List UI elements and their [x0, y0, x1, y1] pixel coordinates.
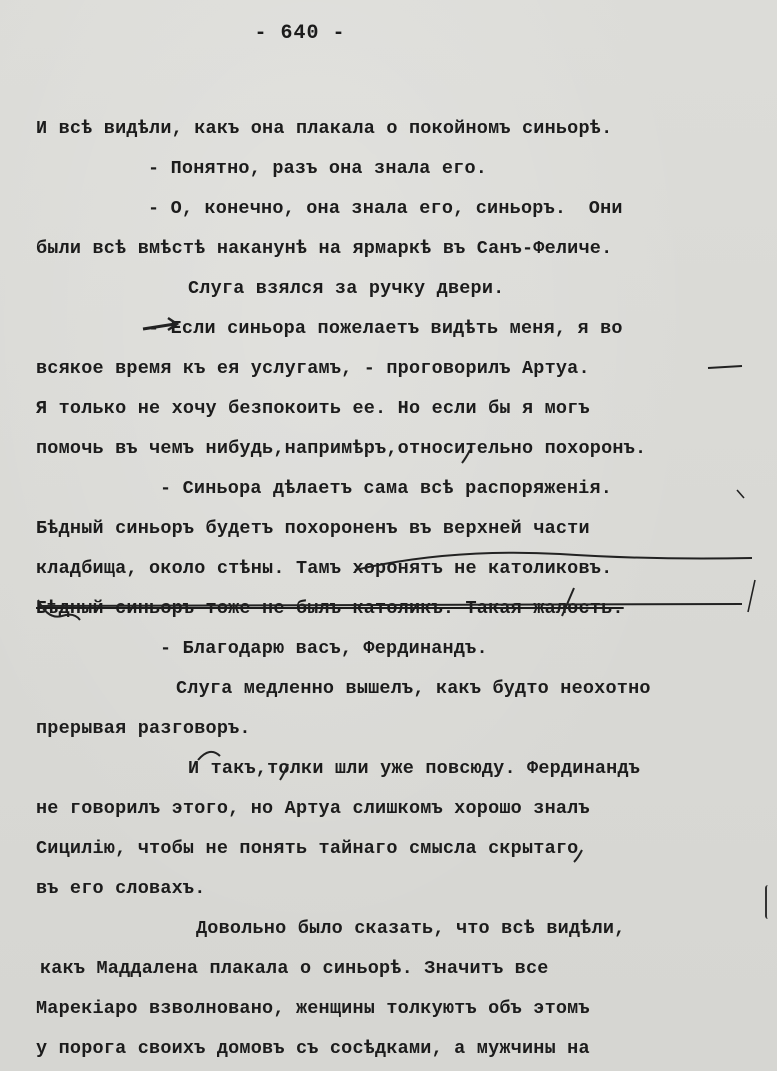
text-line: - Синьора дѣлаетъ сама всѣ распоряженія.	[160, 478, 613, 499]
text-line: Слуга медленно вышелъ, какъ будто неохотно	[176, 678, 651, 699]
text-line: были всѣ вмѣстѣ наканунѣ на ярмаркѣ въ Санъ-Феличе.	[36, 238, 613, 259]
text-line: въ его словахъ.	[36, 878, 206, 899]
text-line: Сицилію, чтобы не понять тайнаго смысла скрытаго	[36, 838, 579, 859]
page-edge-mark	[765, 885, 775, 919]
text-line: Слуга взялся за ручку двери.	[188, 278, 505, 299]
text-line: Марекіаро взволновано, женщины толкуютъ объ этомъ	[36, 998, 590, 1019]
text-line: какъ Маддалена плакала о синьорѣ. Значитъ все	[40, 958, 549, 979]
text-line: Я только не хочу безпокоить ее. Но если бы я могъ	[36, 398, 590, 419]
text-line: И всѣ видѣли, какъ она плакала о покойномъ синьорѣ.	[36, 118, 613, 139]
page-number: - 640 -	[254, 22, 346, 45]
text-line: Довольно было сказать, что всѣ видѣли,	[196, 918, 626, 939]
text-line: у порога своихъ домовъ съ сосѣдками, а мужчины на	[36, 1038, 590, 1059]
text-line: - Если синьора пожелаетъ видѣть меня, я во	[148, 318, 623, 339]
text-line: всякое время къ ея услугамъ, - проговорилъ Артуа.	[36, 358, 590, 379]
text-line: - Понятно, разъ она знала его.	[148, 158, 488, 179]
text-line: - О, конечно, она знала его, синьоръ. Они	[148, 198, 623, 219]
text-line: - Благодарю васъ, Фердинандъ.	[160, 638, 488, 659]
text-line: Бѣдный синьоръ будетъ похороненъ въ верхней части	[36, 518, 590, 539]
text-line: не говорилъ этого, но Артуа слишкомъ хорошо зналъ	[36, 798, 590, 819]
text-line: помочь въ чемъ нибудь,напримѣръ,относительно похоронъ.	[36, 438, 647, 459]
text-line: И такъ,толки шли уже повсюду. Фердинандъ	[188, 758, 641, 779]
text-line: прерывая разговоръ.	[36, 718, 251, 739]
struck-text-line: Бѣдный синьоръ тоже не былъ католикъ. Такая жалость.	[36, 598, 624, 619]
text-line: кладбища, около стѣны. Тамъ хоронятъ не католиковъ.	[36, 558, 613, 579]
